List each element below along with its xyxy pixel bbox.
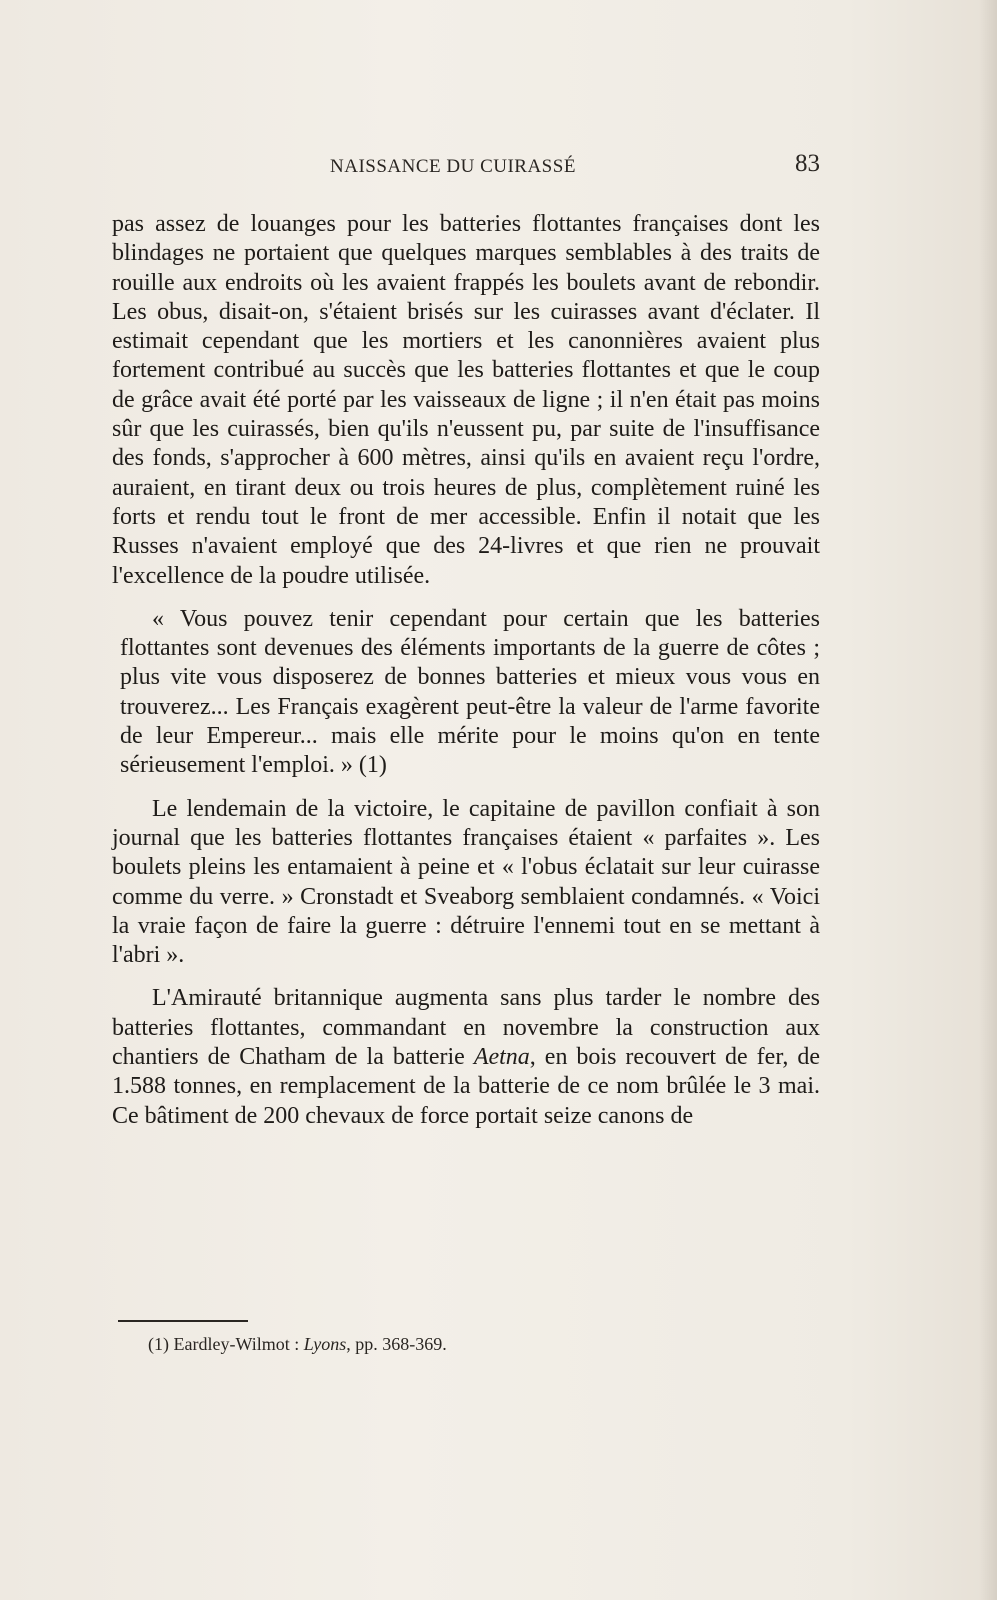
paragraph-4-after: , en bois recouvert de fer, de 1.588 tonnes, en remplacement de la batterie de ce nom brûlée le 3 mai. Ce bâtiment de 200 chevaux de force portait seize canons de — [112, 1044, 820, 1129]
running-head — [112, 150, 820, 186]
footnote — [148, 1334, 748, 1355]
paragraph-4 — [112, 984, 820, 1130]
paragraph-2-quote: « Vous pouvez tenir cependant pour certain que les batteries flottantes sont devenues des éléments importants de la guerre de côtes ; plus vite vous disposerez de bonnes batteries et mieux vous vous en trouverez... Les Français exagèrent peut-être la valeur de l'arme favorite de leur Empereur... mais elle mérite pour le moins qu'on en tente sérieusement l'emploi. » (1) — [120, 605, 820, 779]
running-head-title: NAISSANCE DU CUIRASSÉ — [330, 156, 576, 177]
paragraph-1: pas assez de louanges pour les batteries flottantes françaises dont les blindages ne portaient que quelques marques semblables à des traits de rouille aux endroits où les avaient frappés les boulets avant de rebondir. Les obus, disait-on, s'étaient brisés sur les cuirasses avant d'éclater. Il estimait cependant que les mortiers et les canonnières avaient plus fortement contribué au succès que les batteries flottantes et que le coup de grâce avait été porté par les vaisseaux de ligne ; il n'en était pas moins sûr que les cuirassés, bien qu'ils n'eussent pu, par suite de l'insuffisance des fonds, s'approcher à 600 mètres, ainsi qu'ils en avaient reçu l'ordre, auraient, en tirant deux ou trois heures de plus, complètement ruiné les forts et rendu tout le front de mer accessible. Enfin il notait que les Russes n'avaient employé que des 24-livres et que rien ne prouvait l'excellence de la poudre utilisée. — [112, 211, 820, 589]
ship-name-aetna: Aetna — [473, 1044, 530, 1071]
footnote-rule — [118, 1320, 248, 1322]
footnote-pages: , pp. 368-369. — [346, 1334, 447, 1354]
footnote-marker: (1) — [148, 1334, 169, 1354]
body-text — [112, 210, 820, 1131]
footnote-author: Eardley-Wilmot : — [173, 1334, 300, 1354]
footnote-title: Lyons — [303, 1334, 347, 1354]
page-number: 83 — [795, 150, 820, 177]
page-edge-shadow — [979, 0, 997, 1600]
paragraph-3: Le lendemain de la victoire, le capitaine de pavillon confiait à son journal que les batteries flottantes françaises étaient « parfaites ». Les boulets pleins les entamaient à peine et « l'obus éclatait sur leur cuirasse comme du verre. » Cronstadt et Sveaborg semblaient condamnés. « Voici la vraie façon de faire la guerre : détruire l'ennemi tout en se mettant à l'abri ». — [112, 795, 820, 969]
paragraph-4-before: L'Amirauté britannique augmenta sans plus tarder le nombre des batteries flottantes, commandant en novembre la construction aux chantiers de Chatham de la batterie — [112, 985, 820, 1071]
